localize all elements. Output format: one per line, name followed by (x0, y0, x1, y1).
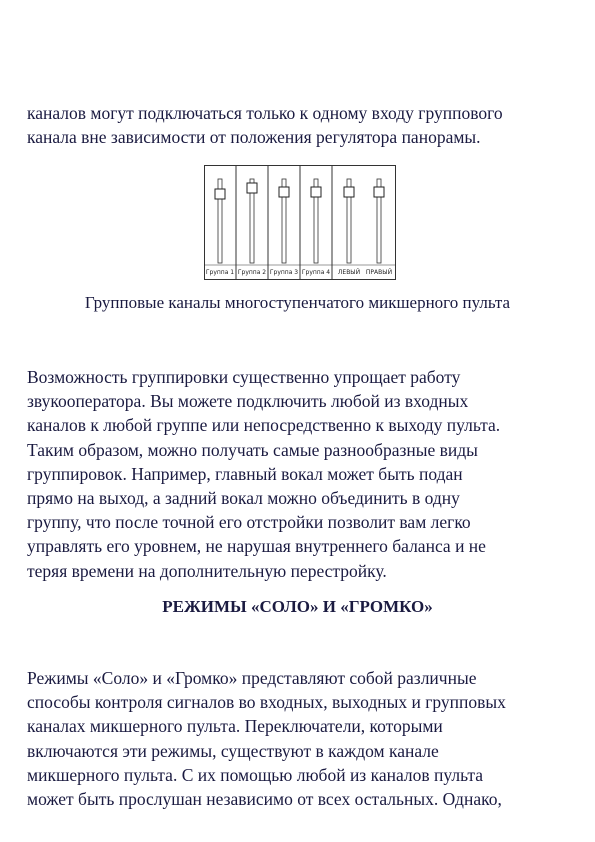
text-line: управлять его уровнем, не нарушая внутреннего баланса и не (27, 536, 486, 557)
text-line: группировок. Например, главный вокал может быть подан (27, 463, 463, 484)
text-line: канала вне зависимости от положения регулятора панорамы. (27, 127, 481, 148)
fader-group-4 (311, 179, 321, 263)
text-line: может быть прослушан независимо от всех остальных. Однако, (27, 789, 502, 810)
text-line: прямо на выход, а задний вокал можно объединить в одну (27, 488, 460, 509)
channel-label: Группа 4 (301, 269, 331, 276)
text-line: каналов могут подключаться только к одному входу группового (27, 103, 503, 123)
channel-label: Группа 1 (205, 269, 235, 276)
paragraph-1 (27, 101, 572, 149)
text-line: Возможность группировки существенно упрощает работу (27, 367, 461, 387)
channel-label: ПРАВЫЙ (365, 269, 393, 276)
text-line: теряя времени на дополнительную перестройку. (27, 560, 387, 581)
channel-label: ЛЕВЫЙ (337, 269, 361, 276)
text-line: Режимы «Соло» и «Громко» представляют собой различные (27, 668, 477, 688)
group-channels-figure (204, 165, 396, 281)
fader-left (344, 179, 354, 263)
text-line: включаются эти режимы, существуют в каждом канале (27, 740, 439, 761)
paragraph-3 (27, 666, 572, 811)
text-line: группу, что после точной его отстройки позволит вам легко (27, 512, 471, 533)
channel-label: Группа 3 (269, 269, 299, 276)
text-line: звукооператора. Вы можете подключить любой из входных (27, 391, 469, 412)
fader-group-3 (279, 179, 289, 263)
text-line: способы контроля сигналов во входных, выходных и групповых (27, 692, 506, 713)
fader-group-2 (247, 179, 257, 263)
fader-right (374, 179, 384, 263)
text-line: Таким образом, можно получать самые разнообразные виды (27, 439, 478, 460)
fader-group-1 (215, 179, 225, 263)
section-heading: РЕЖИМЫ «СОЛО» И «ГРОМКО» (162, 597, 433, 616)
text-line: каналов к любой группе или непосредственно к выходу пульта. (27, 415, 501, 436)
paragraph-2 (27, 365, 572, 583)
text-line: каналах микшерного пульта. Переключатели, которыми (27, 716, 443, 737)
text-line: микшерного пульта. С их помощью любой из каналов пульта (27, 764, 484, 785)
figure-caption: Групповые каналы многоступенчатого микшерного пульта (84, 293, 511, 312)
channel-label: Группа 2 (237, 269, 267, 276)
